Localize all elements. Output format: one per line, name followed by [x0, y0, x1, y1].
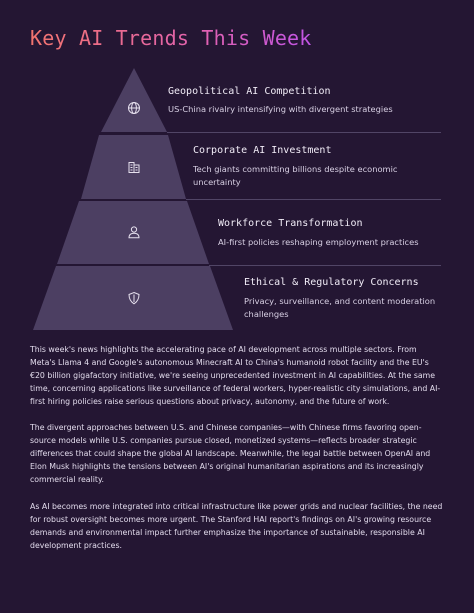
- shield-icon: [127, 291, 141, 305]
- tier-1-title: Geopolitical AI Competition: [168, 86, 331, 97]
- pyramid-tier-1: [101, 68, 167, 132]
- body-paragraph-1: This week's news highlights the accelerating pace of AI development across multiple sectors. From Meta's Llama 4 and Google's autonomous Minecraft AI to China's humanoid robot facility and the EU's €20 billion gigafactory initiative, we're seeing unprecedented investment in AI capabilities. At the same time, concerning applications like surveillance of federal workers, hyper-realistic city simulations, and AI-first hiring policies raise serious questions about privacy, autonomy, and the future of work.: [30, 345, 441, 406]
- tier-4-title: Ethical & Regulatory Concerns: [244, 277, 419, 288]
- body-paragraph-3: As AI becomes more integrated into critical infrastructure like power grids and nuclear facilities, the need for robust oversight becomes more urgent. The Stanford HAI report's findings on AI's growing resource demands and environmental impact further emphasize the importance of sustainable, responsible AI development practices.: [30, 502, 443, 550]
- tier-2-description: Tech giants committing billions despite economic uncertainty: [193, 164, 398, 187]
- tier-3-description: AI-first policies reshaping employment practices: [218, 237, 419, 247]
- tier-2-title: Corporate AI Investment: [193, 145, 332, 156]
- tier-separator: [209, 265, 441, 266]
- tier-4-description: Privacy, surveillance, and content moderation challenges: [244, 296, 436, 319]
- tier-1-description: US-China rivalry intensifying with divergent strategies: [168, 104, 393, 114]
- body-paragraph-2: The divergent approaches between U.S. and Chinese companies—with Chinese firms favoring open-source models while U.S. companies pursue closed, monetized systems—reflects broader strategic differences that could shape the global AI landscape. Meanwhile, the legal battle between OpenAI and Elon Musk highlights the tensions between AI's original humanitarian aspirations and its increasingly commercial reality.: [30, 423, 431, 484]
- building-icon: [127, 160, 141, 174]
- tier-3-title: Workforce Transformation: [218, 218, 363, 229]
- person-icon: [127, 225, 141, 239]
- tier-separator: [186, 199, 441, 200]
- tier-separator: [167, 132, 441, 133]
- globe-icon: [127, 101, 141, 115]
- page-title: Key AI Trends This Week: [30, 26, 312, 50]
